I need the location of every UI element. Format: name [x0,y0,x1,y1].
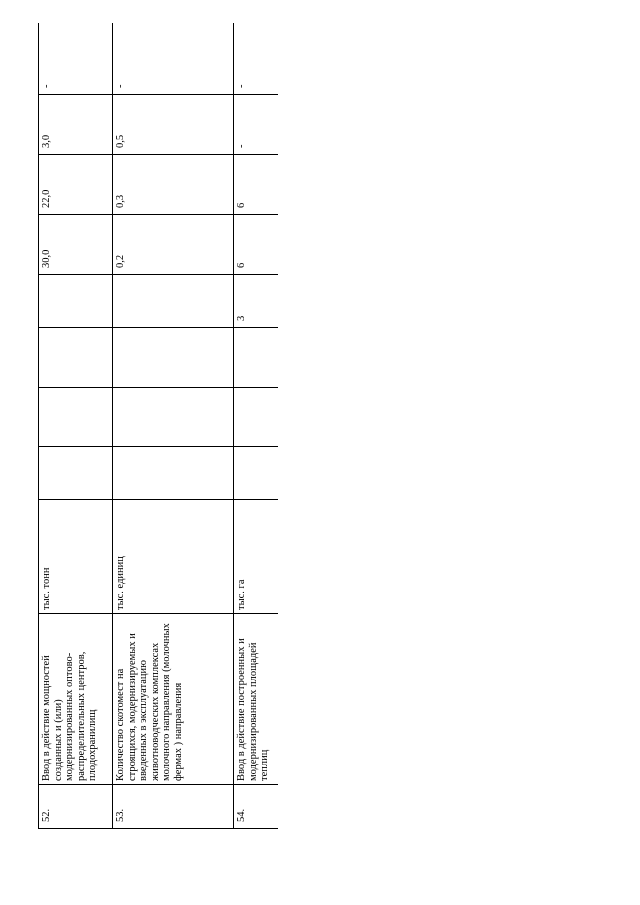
value-cell [234,328,279,388]
value-cell [39,388,113,447]
value-cell: 30,0 [39,215,113,275]
unit-cell: тыс. единиц [113,500,234,614]
value-cell: 22,0 [39,155,113,215]
value-cell [113,275,234,328]
value-cell: 3 [234,275,279,328]
table-row [234,23,279,829]
value-cell [39,328,113,388]
value-cell: 0,3 [113,155,234,215]
value-cell: 6 [234,155,279,215]
unit-cell: тыс. га [234,500,279,614]
row-number: 54. [234,785,279,829]
value-cell [39,275,113,328]
value-cell: 3,0 [39,95,113,155]
value-cell [234,388,279,447]
value-cell [113,447,234,500]
value-cell: 0,5 [113,95,234,155]
indicator-name: Ввод в действие построенных и модернизированных площадей теплиц [234,614,279,785]
value-cell: - [234,95,279,155]
value-cell [113,328,234,388]
table-row [113,23,234,829]
value-cell [39,447,113,500]
value-cell: - [234,23,279,95]
value-cell: - [39,23,113,95]
table-row [39,23,113,829]
indicator-name: Количество скотомест на строящихся, модернизируемых и введенных в эксплуатацию животноводческих комплексах молочного направления (молочных фермах ) направления [113,614,234,785]
value-cell: 6 [234,215,279,275]
rotated-table-wrapper [38,23,278,829]
value-cell: 0,2 [113,215,234,275]
indicator-name: Ввод в действие мощностей созданных и (или) модернизированных оптово-распределительных центров, плодохранилищ [39,614,113,785]
unit-cell: тыс. тонн [39,500,113,614]
value-cell [234,447,279,500]
value-cell: - [113,23,234,95]
indicators-table [38,23,278,829]
row-number: 52. [39,785,113,829]
row-number: 53. [113,785,234,829]
value-cell [113,388,234,447]
